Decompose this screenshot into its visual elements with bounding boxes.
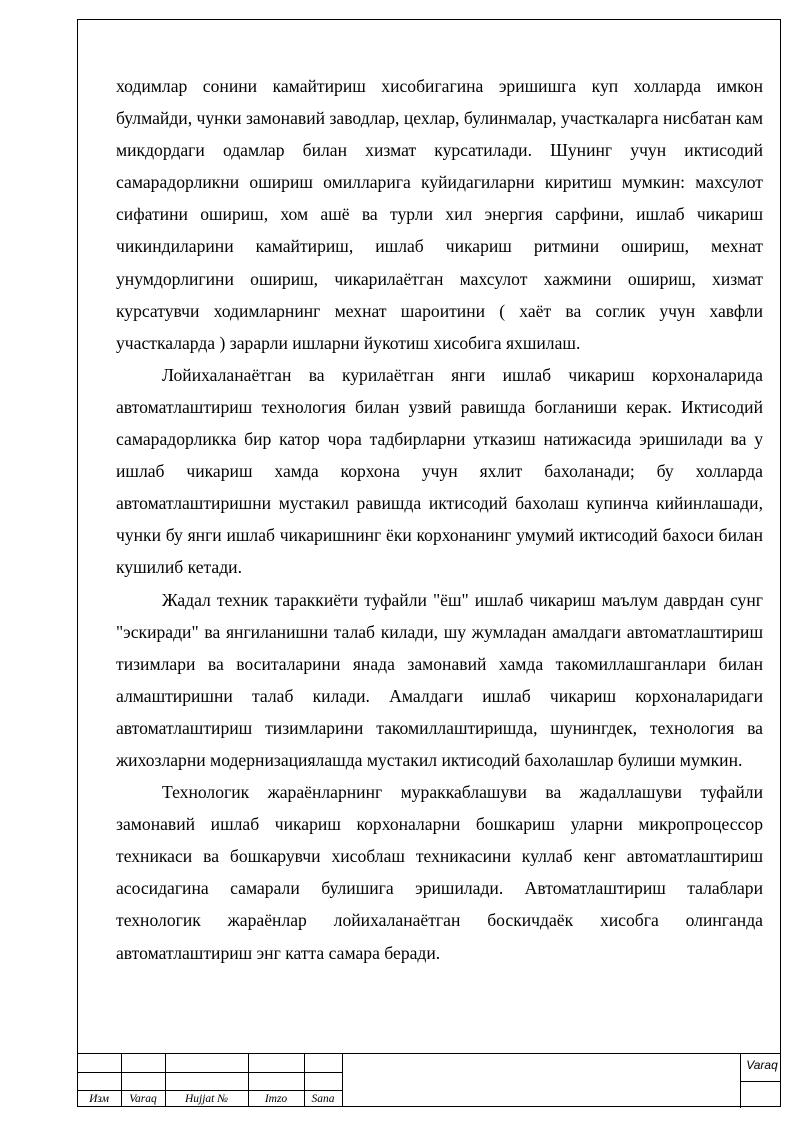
paragraph-4: Технологик жараёнларнинг мураккаблашуви ва жадаллашуви туфайли замонавий ишлаб чикариш корхоналарни бошкариш уларни микропроцессор техникаси ва бошкарувчи хисоблаш техникасини куллаб кенг автоматлаштириш асосидагина самарали булишига эришилади. Автоматлаштириш талаблари технологик жараёнлар лойихаланаётган боскичдаёк хисобга олинганда автоматлаштириш энг катта самара беради. [116, 782, 763, 963]
label-imzo: Imzo [264, 1093, 288, 1105]
title-block [77, 1053, 781, 1107]
title-block-col-line [342, 1054, 343, 1107]
paragraph-2: Лойихаланаётган ва курилаётган янги ишлаб чикариш корхоналарида автоматлаштириш технология билан узвий равишда богланиши керак. Иктисодий самарадорликка бир катор чора тадбирларни утказиш натижасида эришилади ва у ишлаб чикариш хамда корхона учун яхлит бахоланади; бу холларда автоматлаштиришни мустакил равишда иктисодий бахолаш купинча кийинлашади, чунки бу янги ишлаб чикаришнинг ёки корхонанинг умумий иктисодий бахоси билан кушилиб кетади. [116, 364, 763, 578]
paragraph-3: Жадал техник тараккиёти туфайли "ёш" ишлаб чикариш маълум даврдан сунг "эскиради" ва янгиланишни талаб килади, шу жумладан амалдаги автоматлаштириш тизимлари ва воситаларини янада замонавий хамда такомиллашганлари билан алмаштиришни талаб килади. Амалдаги ишлаб чикариш корхоналаридаги автоматлаштириш тизимларини такомиллаштиришда, шунингдек, технология ва жихозларни модернизациялашда мустакил иктисодий бахолашлар булиши мумкин. [116, 589, 763, 770]
label-izm: Изм [89, 1093, 109, 1105]
document-body [116, 70, 763, 969]
title-block-row-line [77, 1072, 342, 1073]
label-sana: Sana [311, 1093, 335, 1105]
sheet-number-separator [740, 1081, 781, 1082]
sheet-number-title: Varaq [746, 1058, 778, 1072]
paragraph-1: ходимлар сонини камайтириш хисобигагина эришишга куп холларда имкон булмайди, чунки замонавий заводлар, цехлар, булинмалар, участкаларга нисбатан кам микдордаги одамлар билан хизмат курсатилади. Шунинг учун иктисодий самарадорликни ошириш омилларига куйидагиларни киритиш мумкин: махсулот сифатини ошириш, хом ашё ва турли хил энергия сарфини, ишлаб чикариш чикиндиларини камайтириш, ишлаб чикариш ритмини ошириш, мехнат унумдорлигини ошириш, чикарилаётган махсулот хажмини ошириш, хизмат курсатувчи ходимларнинг мехнат шароитини ( хаёт ва соглик учун хавфли участкаларда ) зарарли ишларни йукотиш хисобига яхшилаш. [116, 76, 763, 353]
label-varaq: Varaq [129, 1093, 157, 1105]
label-hujjat: Hujjat № [184, 1093, 229, 1105]
